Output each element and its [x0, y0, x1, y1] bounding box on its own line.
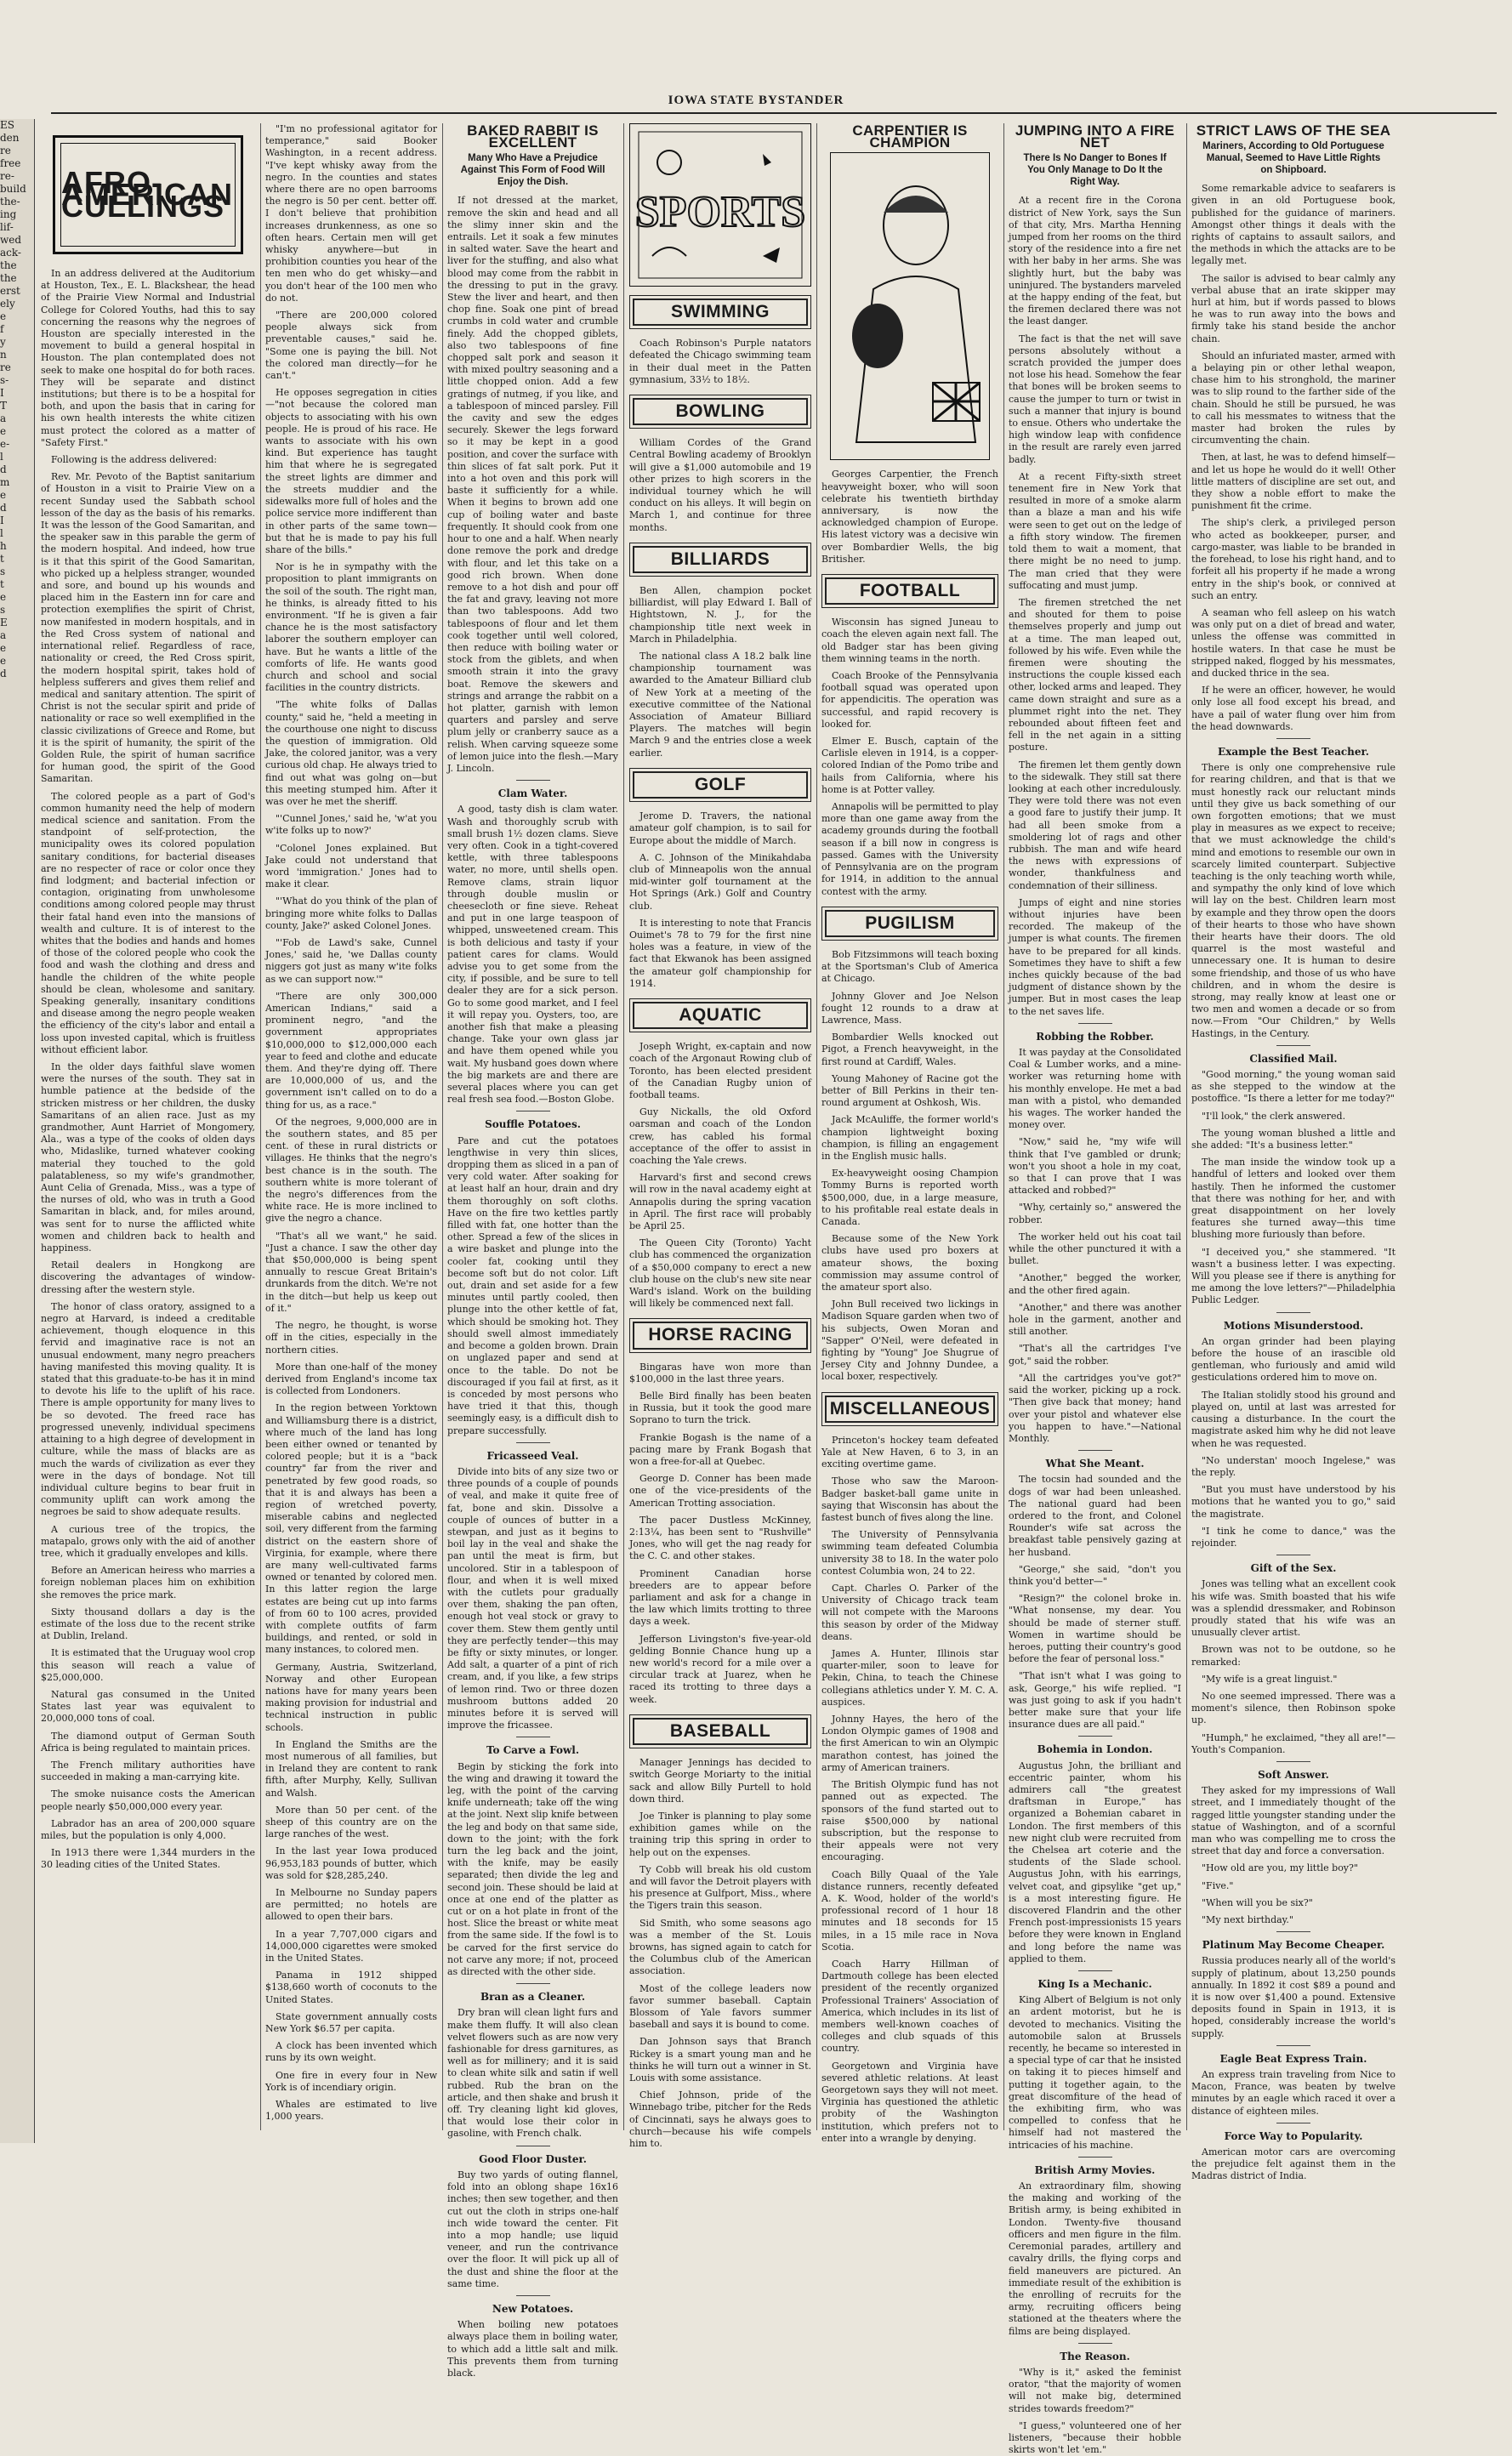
article-paragraph: Harvard's first and second crews will row in the naval academy eight at Annapolis during the spring vacation in April. The first race will probably be April 25. — [629, 1172, 811, 1231]
edge-fragment-text: the — [0, 272, 17, 284]
article-paragraph: Pare and cut the potatoes lengthwise in very thin slices, dropping them as sliced in a pan of very cold water. After soaking for at least half an hour, drain and dry them thoroughly on soft cloths. Have on the fire two kettles partly filled with fat, one hotter than the other. Spread a few of the slices in a wire basket and plunge into the cooler fat, cooking until they become soft but do not color. Lift out, drain and set aside for a few minutes until partly cooled, then plunge into the other kettle of fat, which should be smoking hot. They should swell almost immediately and become a golden brown. Drain on unglazed paper and send at once to the table. Do not be discouraged if you fail at first, as it is conceded by most persons who have tried it that this, though seemingly easy, is a difficult dish to prepare successfully. — [447, 1134, 618, 1436]
article-body — [447, 195, 618, 775]
column-afro-american — [41, 123, 255, 2130]
article-paragraph: Labrador has an area of 200,000 square miles, but the population is only 4,000. — [41, 1817, 255, 1841]
article-paragraph: The man inside the window took up a handful of letters and looked over them hastily. Then he informed the customer that there was nothing for her, and with great disappointment on her lovely features she turned away—this time blushing more furiously than before. — [1191, 1157, 1395, 1241]
edge-fragment-text: y — [0, 336, 6, 348]
article-paragraph: A curious tree of the tropics, the matapalo, grows only with the aid of another tree, which it gradually envelopes and kills. — [41, 1523, 255, 1559]
article-paragraph: "When will you be six?" — [1202, 1896, 1313, 1908]
article-paragraph: "There are only 300,000 American Indians," said a prominent negro, "and the government appropriates $10,000,000 to $12,000,000 each year to feed and clothe and educate them. And they're dying off. There are 10,000,000 of us, and the government isn't called on to do a thing for us, as a race." — [265, 990, 437, 1111]
column-rule — [816, 123, 817, 2130]
article-paragraph: Coach Harry Hillman of Dartmouth college has been elected president of the recently organized Professional Trainers' Association of America, which includes in its list of members well-known coaches of colleges and club squads of this country. — [821, 1958, 998, 2055]
article-paragraph: "Colonel Jones explained. But Jake could not understand that word 'immigration.' Jones had to make it clear. — [265, 842, 437, 890]
column-rule — [260, 123, 261, 2130]
edge-fragment-text: wed — [0, 234, 22, 246]
article-paragraph: "There are 200,000 colored people always sick from preventable causes," said he. "Some one is paying the bill. Not the colored man directly—for he can't." — [265, 310, 437, 382]
edge-fragment-text: e — [0, 489, 7, 501]
masthead: IOWA STATE BYSTANDER — [668, 94, 844, 107]
article-paragraph: In Melbourne no Sunday papers are permitted; no hotels are allowed to open their bars. — [265, 1887, 437, 1923]
edge-fragment-text: s- — [0, 374, 9, 386]
article-paragraph: Ben Allen, champion pocket billiardist, will play Edward I. Ball of Hightstown, N. J., for the championship title next week in March in Philadelphia. — [629, 585, 811, 645]
edge-fragment-text: d — [0, 502, 7, 514]
column-rabbit — [447, 122, 618, 2379]
edge-fragment-text: ack- — [0, 247, 21, 259]
section-divider — [1276, 1931, 1310, 1932]
section-heading-box — [821, 574, 998, 608]
article-paragraph: In the region between Yorktown and Williamsburg there is a district, where much of the land has long been either owned or tenanted by colored people; but it is a "back country" far from the river and penetrated by few good roads, so that it is and always has been a region of wretched poverty, miserable cabins and neglected soil, very different from the farming district on the eastern shore of Virginia, for example, where there are many well-cultivated farms owned or tenanted by colored men. In this latter region the large estates are being cut up into farms of from 60 to 100 acres, provided with complete outfits of farm buildings, and rented, or sold in many instances, to colored men. — [265, 1402, 437, 1656]
article-paragraph: John Bull received two lickings in Madison Square garden when two of his subjects, Owen Moran and "Sapper" O'Neil, were defeated in fighting by "Young" Joe Shugrue of Jersey City and Johnny Dundee, a local boxer, respectively. — [821, 1299, 998, 1383]
edge-fragment-text: re — [0, 145, 11, 156]
column-carpentier — [821, 122, 998, 2144]
edge-fragment-text: the- — [0, 196, 20, 208]
article-paragraph: The tocsin had sounded and the dogs of war had been unleashed. The national guard had been ordered to the front, and Colonel Rounder's wife sat across the breakfast table pensively gazing at her husband. — [1009, 1474, 1181, 1558]
article-headline: JUMPING INTO A FIRE NET — [1015, 122, 1175, 151]
afro-american-banner: AFRO-AMERICAN CULLINGS — [53, 135, 243, 254]
article-paragraph: Natural gas consumed in the United States last year was equivalent to 20,000,000 tons of coal. — [41, 1688, 255, 1725]
article-paragraph: Jack McAuliffe, the former world's champion lightweight boxing champion, is filling an engagement in the English music halls. — [821, 1114, 998, 1162]
article-paragraph: Whales are estimated to live 1,000 years. — [265, 2099, 437, 2123]
edge-fragment-text: d — [0, 668, 7, 679]
article-paragraph: Dan Johnson says that Branch Rickey is a smart young man and he thinks he will turn out a winner in St. Louis with some assistance. — [629, 2036, 811, 2084]
column-rule — [1003, 123, 1004, 2130]
article-paragraph: In an address delivered at the Auditorium at Houston, Tex., E. L. Blackshear, the head of the Prairie View Normal and Industrial College for Colored Youths, had this to say concerning the reasons why the negroes of Houston are specially interested in the movement to build a general hospital in Houston. The plan contemplated does not seek to make one hospital do for both races. They will be separate and distinct institutions; but there is to be a hospital for both, and upon the basis that in caring for his own health interests the white citizen must protect the colored as a matter of "Safety First." — [41, 268, 255, 448]
article-paragraph: "Another," begged the worker, and the other fired again. — [1009, 1272, 1181, 1296]
section-heading: BILLIARDS — [633, 546, 808, 573]
article-headline: STRICT LAWS OF THE SEA — [1196, 122, 1391, 139]
article-paragraph: Panama in 1912 shipped $138,660 worth of coconuts to the United States. — [265, 1970, 437, 2005]
edge-fragment-text: E — [0, 617, 8, 628]
article-paragraph: Of the negroes, 9,000,000 are in the southern states, and 85 per cent. of these in rural districts or villages. He thinks that the negro's best chance is in the south. The southern white is more tolerant of the negro's differences from the white race. He is more inclined to give the negro a chance. — [265, 1116, 437, 1225]
article-paragraph: The young woman blushed a little and she added: "It's a business letter." — [1191, 1127, 1395, 1151]
article-body — [1191, 183, 1395, 733]
section-heading: MISCELLANEOUS — [825, 1396, 995, 1423]
article-paragraph: "'What do you think of the plan of bringing more white folks to Dallas county, Jake?' asked Colonel Jones. — [265, 895, 437, 931]
article-paragraph: They asked for my impressions of Wall street, and I immediately thought of the ragged little youngster standing under the statue of Washington, and of a scornful man who was compelling me to cross the street that day and force a conversation. — [1191, 1785, 1395, 1857]
article-paragraph: Ex-heavyweight oosing Champion Tommy Burns is reported worth $500,000, due, in a large measure, to his profitable real estate deals in Canada. — [821, 1168, 998, 1227]
article-paragraph: An express train traveling from Nice to Macon, France, was beaten by twelve minutes by an eagle which raced it over a distance of eighteen miles. — [1191, 2069, 1395, 2117]
edge-fragment-text: ely — [0, 298, 15, 310]
edge-fragment-text: s — [0, 604, 6, 616]
section-divider — [516, 780, 550, 781]
edge-fragment-text: a — [0, 412, 7, 424]
section-heading: Platinum May Become Cheaper. — [1202, 1939, 1385, 1952]
article-paragraph: Russia produces nearly all of the world's supply of platinum, about 13,250 pounds annually. In 1892 it cost $89 a pound and it is now over $1,400 a pound. Extensive deposits found in Spain in 1913, it is hoped, considerably increase the world's supply. — [1191, 1955, 1395, 2039]
section-divider — [1078, 2343, 1112, 2344]
article-paragraph: Bingaras have won more than $100,000 in the last three years. — [629, 1361, 811, 1384]
article-headline: BAKED RABBIT IS EXCELLENT — [467, 122, 599, 151]
article-paragraph: Annapolis will be permitted to play more than one game away from the academy grounds during the football season if a bill now in congress is passed. Games with the University of Pennsylvania are on the program for 1914, in addition to the annual contest with the army. — [821, 801, 998, 897]
article-paragraph: Ty Cobb will break his old custom and will favor the Detroit players with his presence at Gulfport, Miss., where the Tigers train this season. — [629, 1863, 811, 1912]
article-paragraph: Retail dealers in Hongkong are discovering the advantages of window-dressing after the western style. — [41, 1259, 255, 1295]
article-paragraph: "How old are you, my little boy?" — [1202, 1862, 1358, 1874]
section-heading-box — [629, 543, 811, 577]
article-paragraph: "The white folks of Dallas county," said he, "held a meeting in the courthouse one night to discuss the question of immigration. Old Jake, the colored janitor, was a very curious old chap. He always tried to find out what was golng on—but this meeting stumped him. After it was over he met the sheriff. — [265, 699, 437, 807]
article-paragraph: Some remarkable advice to seafarers is given in an old Portuguese book, published for the guidance of mariners. Amongst other things it deals with the rights of captains to assault sailors, and the methods in which the attacks are to be legally met. — [1191, 183, 1395, 267]
article-body — [41, 268, 255, 1872]
article-paragraph: It is interesting to note that Francis Ouimet's 78 to 79 for the first nine holes was a feature, in view of the fact that Ekwanok has been assigned the amateur golf championship for 1914. — [629, 917, 811, 989]
article-paragraph: The national class A 18.2 balk line championship tournament was awarded to the Amateur Billiard club of New York at a meeting of the executive committee of the National Association of Amateur Billiard Players. The matches will begin March 9 and the entries close a week earlier. — [629, 651, 811, 759]
article-paragraph: The fact is that the net will save persons absolutely without a scratch provided the jumper does not lose his head. Somehow the fear that bones will be broken seems to cause the jumper to turn or twist in such a manner that injury is bound to ensue. Others who undertake the high window leap with confidence in the result are rarely even jarred badly. — [1009, 333, 1181, 465]
article-paragraph: Belle Bird finally has been beaten in Russia, but it took the good mare Soprano to turn the trick. — [629, 1390, 811, 1426]
section-divider — [1276, 1761, 1310, 1762]
article-paragraph: The ship's clerk, a privileged person who acted as bookkeeper, purser, and cargo-master, was liable to be branded in the forehead, to lose his right hand, and to forfeit all his property if he made a wrong entry in the ship's book, or connived at such an entry. — [1191, 517, 1395, 601]
article-paragraph: Georgetown and Virginia have severed athletic relations. At least Georgetown says they will not meet. Virginia has questioned the athletic probity of the Washington institution, which prefers not to enter into a wrangle by denying. — [821, 2060, 998, 2144]
section-heading: Good Floor Duster. — [479, 2152, 587, 2165]
edge-fragment-text: I — [0, 515, 4, 526]
section-divider — [1078, 1970, 1112, 1971]
section-heading: Bran as a Cleaner. — [480, 1991, 586, 2004]
edge-fragment-text: f — [0, 323, 4, 335]
article-paragraph: The worker held out his coat tail while the other punctured it with a bullet. — [1009, 1231, 1181, 1267]
edge-fragment-text: the — [0, 259, 17, 271]
article-paragraph: A good, tasty dish is clam water. Wash and thoroughly scrub with small brush 1½ dozen clams. Sieve very often. Cook in a tight-covered kettle, with three tablespoons water, no more, until shells open. Remove clams, strain liquor through double muslin or cheesecloth or fine sieve. Reheat and put in one large teaspoon of whipped, unsweetened cream. This is both delicious and tasty if your patient cares for clams. Would advise you to get some from the city, if possible, and be sure to tell dealer they are for a sick person. Go to some good market, and I feel it will repay you. Oysters, too, are another fish that make a pleasing change. Take your own glass jar and have them opened while you wait. My husband goes down where the big markets are and there are several places where you can get real fresh sea food.—Boston Globe. — [447, 804, 618, 1106]
edge-fragment-text: e- — [0, 438, 10, 450]
edge-fragment-text: re — [0, 361, 11, 373]
article-paragraph: Jumps of eight and nine stories without injuries have been recorded. The makeup of the jumper is what counts. The firemen have to be prepared for all kinds. Sometimes they have to shift a few inches quickly because of the bad judgment of distance shown by the jumper. But in most cases the leap to the net saves life. — [1009, 896, 1181, 1017]
article-paragraph: "'Fob de Lawd's sake, Cunnel Jones,' said he, 'we Dallas county niggers got just as many w'ite folks as we can support now.'" — [265, 937, 437, 985]
section-heading-box — [629, 295, 811, 329]
article-paragraph: The colored people as a part of God's common humanity need the help of modern medical science and sanitation. From the standpoint of self-protection, the municipality owes its colored population sanitary conditions, for bacterial diseases are no respecter of race or color once they find lodgment; and bacterial infection or contagion, originating from unwholesome conditions among colored people may thrust their fatal hand even into the mansions of wealth and culture. It is of interest to the whites that the bodies and hands and homes of those of the colored people who cook the food and wash the clothing and dress and handle the children of the white people should be clean, wholesome and sanitary. Speaking generally, insanitary conditions and disease among the negro people weaken the efficiency of the city's labor and entail a loss upon invested capital, which is fruitless without efficient labor. — [41, 790, 255, 1055]
article-paragraph: Bob Fitzsimmons will teach boxing at the Sportsman's Club of America at Chicago. — [821, 948, 998, 985]
article-paragraph: Divide into bits of any size two or three pounds of a couple of pounds of veal, and make it quite free of fat, bone and skin. Dissolve a couple of ounces of butter in a stewpan, and just as it begins to boil lay in the veal and shake the pan until the meat is firm, but uncolored. Stir in a tablespoon of flour, and when it is well mixed with the cutlets pour gradually over them, shaking the pan often, enough hot veal stock or gravy to cover them. Stew them gently until they are perfectly tender—this may be fifty or sixty minutes, or longer. Add salt, a quarter of a pint of rich cream, and, if you like, a few strips of lemon rind. Two or three dozen mushroom buttons added 20 minutes before it is served will improve the fricassee. — [447, 1465, 618, 1731]
article-paragraph: Sid Smith, who some seasons ago was a member of the St. Louis browns, has signed again to catch for the Columbus club of the American association. — [629, 1917, 811, 1977]
edge-fragment-text: e — [0, 591, 7, 603]
section-divider — [516, 1983, 550, 1984]
column-rule — [623, 123, 624, 2130]
article-paragraph: Frankie Bogash is the name of a pacing mare by Frank Bogash that won a free-for-all at Quebec. — [629, 1431, 811, 1468]
article-paragraph: Those who saw the Maroon-Badger basket-ball game unite in saying that Wisconsin has about the fastest bunch of fives along the line. — [821, 1475, 998, 1524]
section-heading: Classified Mail. — [1249, 1052, 1338, 1065]
article-paragraph: An extraordinary film, showing the making and working of the British army, is being exhibited in London. Twenty-five thousand officers and men figure in the film. Ceremonial parades, artillery and cavalry drills, the flying corps and field maneuvers are pictured. An immediate result of the exhibition is the enrolling of recruits for the army, recruiting officers being stationed at the theaters where the films are being displayed. — [1009, 2180, 1181, 2337]
edge-fragment-text: l — [0, 451, 3, 463]
section-heading: Souffle Potatoes. — [485, 1118, 581, 1131]
section-heading: What She Meant. — [1045, 1458, 1145, 1470]
section-divider — [516, 1442, 550, 1443]
section-heading: New Potatoes. — [492, 2302, 574, 2315]
column-laws-of-sea — [1191, 122, 1395, 2182]
article-paragraph: "But you must have understood by his motions that he wanted you to go," said the magistrate. — [1191, 1484, 1395, 1520]
section-heading-box — [629, 395, 811, 429]
article-paragraph: When boiling new potatoes always place them in boiling water, to which add a little salt and milk. This prevents them from turning black. — [447, 2319, 618, 2379]
section-heading: Force Way to Popularity. — [1224, 2129, 1363, 2142]
article-paragraph: Guy Nickalls, the old Oxford oarsman and coach of the London crew, has cabled his formal acceptance of the offer to assist in coaching the Yale crews. — [629, 1106, 811, 1166]
article-paragraph: If not dressed at the market, remove the skin and head and all the slimy inner skin and the entrails. Let it soak a few minutes in salted water. Save the heart and liver for the stuffing, and also what blood may come from the rabbit in the dressing to put in the gravy. Stew the liver and heart, and then chop fine. Soak one pint of bread crumbs in cold water and crumble finely. Add the chopped giblets, also two tablespoons of fine chopped salt pork and season it with mixed poultry seasoning and a little chopped onion. Add a few gratings of nutmeg, if you like, and a tablespoon of minced parsley. Fill the cavity and sew the edges securely. Skewer the legs forward so it may be kept in a good position, and cover the surface with thin slices of fat salt pork. Put it into a hot oven and this pork will baste it sufficiently for a while. When it begins to brown add one cup of boiling water and baste frequently. It should cook from one hour to one and a half. When nearly done remove the pork and dredge with flour, and let this take on a good rich brown. When done remove to a hot dish and pour off the fat and gravy, leaving not more than two tablespoons. Add two tablespoons of flour and let them cook together until well colored, then reduce with boiling water or stock from the giblets, and when smooth strain it into the gravy boat. Remove the skewers and strings and arrange the rabbit on a hot platter, garnish with lemon quarters and parsley and serve plum jelly or cranberry sauce as a relish. When carving squeeze some of lemon juice into the flesh.—Mary J. Lincoln. — [447, 195, 618, 774]
article-paragraph: "That's all we want," he said. "Just a chance. I saw the other day that $50,000,000 is being spent annually to rescue Great Britain's drunkards from the ditch. We're not in the ditch—but help us keep out of it." — [265, 1230, 437, 1314]
article-deck: Mariners, According to Old Portuguese Manual, Seemed to Have Little Rights on Shipboard. — [1202, 141, 1384, 176]
article-paragraph: "All the cartridges you've got?" said the worker, picking up a rock. "Then give back that money; hand over your pistol and whatever else you happen to have."—National Monthly. — [1009, 1372, 1181, 1444]
article-paragraph: Buy two yards of outing flannel, fold into an oblong shape 16x16 inches; then sew together, and then cut out the cloth in strips one-half inch wide toward the center. Fit into a mop handle; use liquid veneer, and run the contrivance over the floor. It will pick up all of the dust and shine the floor at the same time. — [447, 2169, 618, 2289]
section-heading: FOOTBALL — [825, 577, 995, 605]
article-paragraph: The University of Pennsylvania swimming team defeated Columbia university 38 to 18. In the water polo contest Columbia won, 24 to 22. — [821, 1529, 998, 1577]
section-heading-box — [821, 1392, 998, 1426]
section-divider — [1276, 1312, 1310, 1313]
article-paragraph: The diamond output of German South Africa is being regulated to maintain prices. — [41, 1730, 255, 1754]
article-paragraph: Wisconsin has signed Juneau to coach the eleven again next fall. The old Badger star has been giving them winning teams in the north. — [821, 617, 998, 664]
edge-fragment-text: e — [0, 655, 7, 667]
recipe-sections — [447, 780, 618, 2379]
article-paragraph: The negro, he thought, is worse off in the cities, especially in the northern cities. — [265, 1320, 437, 1356]
column-rule — [1186, 123, 1187, 2130]
article-paragraph: "I tink he come to dance," was the rejoinder. — [1191, 1525, 1395, 1549]
column-washington — [265, 123, 437, 2130]
article-paragraph: Young Mahoney of Racine got the better of Bill Perkins in their ten-round argument at Oshkosh, Wis. — [821, 1072, 998, 1109]
article-paragraph: A. C. Johnson of the Minikahdaba club of Minneapolis won the annual mid-winter golf tournament at the Hot Springs (Ark.) Golf and Country club. — [629, 851, 811, 912]
article-paragraph: More than one-half of the money derived from England's income tax is collected from Londoners. — [265, 1361, 437, 1397]
section-heading: Bohemia in London. — [1037, 1743, 1153, 1756]
article-paragraph: One fire in every four in New York is of incendiary origin. — [265, 2069, 437, 2093]
section-heading-box — [629, 1714, 811, 1748]
article-paragraph: The smoke nuisance costs the American people nearly $50,000,000 every year. — [41, 1788, 255, 1812]
article-paragraph: It is estimated that the Uruguay wool crop this season will reach a value of $25,000,000. — [41, 1647, 255, 1683]
article-headline: CARPENTIER IS CHAMPION — [852, 122, 968, 151]
article-paragraph: Nor is he in sympathy with the proposition to plant immigrants on the soil of the south. The right man, he thinks, is already fitted to his environment. "If he is given a fair chance he is the most satisfactory laborer the southern employer can have. But he wants a little of the comforts of life. He wants good church and school and social facilities in the country districts. — [265, 561, 437, 694]
edge-fragment-text: e — [0, 425, 7, 437]
article-paragraph: Coach Robinson's Purple natators defeated the Chicago swimming team in their dual meet in the Patten gymnasium, 33½ to 18½. — [629, 338, 811, 385]
article-paragraph: "I deceived you," she stammered. "It wasn't a business letter. I was expecting. Will you please see if there is anything for me among the love letters?"—Philadelphia Public Ledger. — [1191, 1246, 1395, 1306]
article-paragraph: Rev. Mr. Pevoto of the Baptist sanitarium of Houston in a visit to Prairie View on a recent Sunday used the Sabbath school lesson of the day as the basis of his remarks. It was the lesson of the Good Samaritan, and the speaker saw in this parable the germ of the modern hospital. And indeed, how true is it that this spirit of the Good Samaritan, who picked up a helpless stranger, wounded and sore, and bound up his wounds and placed him in the Eastern inn for care and protection exemplifies the spirit of Christ, now manifested in modern hospitals, and in the Red Cross system of national and international relief. Regardless of race, nationality or creed, the Red Cross spirit, the modern hospital spirit, takes hold of helpless sufferers and gives them relief and medical and sanitary attention. The spirit of Christ is not the secular spirit and pride of nationality or race so well exemplified in the classic civilizations of Greece and Rome, but it is the spirit of humanity, the spirit of the Golden Rule, the spirit of human sacrifice for human good, the spirit of the Good Samaritan. — [41, 471, 255, 785]
article-paragraph: The firemen stretched the net and shouted for them to poise themselves properly and jump out at a time. The man leaped out, followed by his wife. Even while the firemen were shouting the instructions the couple kissed each other, locked arms and leaped. They came down straight and sure as a plummet right into the net. They rebounded about fifteen feet and fell in the net again in a sitting posture. — [1009, 596, 1181, 753]
article-paragraph: In 1913 there were 1,344 murders in the 30 leading cities of the United States. — [41, 1847, 255, 1871]
article-body — [1009, 195, 1181, 1017]
column-sports — [629, 123, 811, 2149]
edge-fragment-text: s — [0, 566, 6, 577]
article-paragraph: "No understan' mooch Ingelese," was the reply. — [1191, 1454, 1395, 1478]
section-heading: Example the Best Teacher. — [1218, 745, 1369, 758]
article-paragraph: In a year 7,707,000 cigars and 14,000,000 cigarettes were smoked in the United States. — [265, 1928, 437, 1964]
column-rule — [442, 123, 443, 2130]
article-deck: There Is No Danger to Bones If You Only Manage to Do It the Right Way. — [1023, 153, 1167, 188]
article-paragraph: "Why, certainly so," answered the robber. — [1009, 1202, 1181, 1225]
section-heading: Eagle Beat Express Train. — [1219, 2052, 1367, 2065]
article-paragraph: Coach Billy Quaal of the Yale distance runners, recently defeated A. K. Wood, holder of the world's professional record of 1 hour 18 minutes and 18 seconds for 15 miles, in a 15 mile race in Nova Scotia. — [821, 1868, 998, 1953]
section-heading: Fricasseed Veal. — [486, 1449, 579, 1462]
article-paragraph: It was payday at the Consolidated Coal & Lumber works, and a mine-worker was returning home with his monthly envelope. He met a bad man with a pistol, who demanded his wages. The worker handed the money over. — [1009, 1047, 1181, 1131]
article-paragraph: William Cordes of the Grand Central Bowling academy of Brooklyn will give a $1,000 automobile and 19 other prizes to high scorers in the individual tourney which he will conduct on his alleys. It will begin on March 1, and continue for three months. — [629, 437, 811, 533]
section-heading: To Carve a Fowl. — [486, 1744, 580, 1757]
edge-fragment-text: l — [0, 527, 3, 539]
edge-fragment-text: den — [0, 132, 20, 144]
section-divider — [1276, 738, 1310, 739]
article-paragraph: The British Olympic fund has not panned out as expected. The sponsors of the fund started out to raise $500,000 by national subscription, but the response to their appeals were not very encouraging. — [821, 1779, 998, 1863]
article-paragraph: At a recent fire in the Corona district of New York, says the Sun of that city, Mrs. Martha Henning jumped from her rooms on the third story of the residence into a fire net with her baby in her arms. She was slightly hurt, but the baby was uninjured. The bystanders marveled at the happy ending of the feat, but the firemen declared there was not the least danger. — [1009, 195, 1181, 327]
article-paragraph: "Humph," he exclaimed, "they all are!"—Youth's Companion. — [1191, 1731, 1395, 1755]
section-heading: British Army Movies. — [1034, 2163, 1156, 2176]
article-paragraph: Elmer E. Busch, captain of the Carlisle eleven in 1914, is a copper-colored Indian of the Pomo tribe and hails from California, where his home is at Potter valley. — [821, 736, 998, 795]
boxer-illustration — [831, 153, 989, 458]
article-paragraph: Following is the address delivered: — [51, 454, 218, 466]
sports-logo — [629, 123, 811, 287]
article-paragraph: No one seemed impressed. There was a moment's silence, then Robinson spoke up. — [1191, 1690, 1395, 1726]
edge-fragment-text: T — [0, 400, 8, 412]
article-paragraph: The pacer Dustless McKinney, 2:13¼, has been sent to "Rushville" Jones, who will get the nag ready for the C. C. and other stakes. — [629, 1514, 811, 1562]
section-heading-box — [629, 768, 811, 802]
section-heading-box — [629, 998, 811, 1032]
article-paragraph: The Queen City (Toronto) Yacht club has commenced the organization of a $50,000 company to erect a new club house on the club's new site near Ward's island. Work on the building will likely be commenced next fall. — [629, 1237, 811, 1310]
boxer-portrait — [830, 152, 990, 460]
article-deck: Many Who Have a Prejudice Against This Form of Food Will Enjoy the Dish. — [460, 153, 605, 188]
article-paragraph: Because some of the New York clubs have used pro boxers at amateur shows, the boxing commission may assume control of the amateur sport also. — [821, 1233, 998, 1293]
short-items — [1191, 738, 1395, 2183]
article-paragraph: "George," she said, "don't you think you'd better—" — [1009, 1563, 1181, 1587]
article-paragraph: Johnny Hayes, the hero of the London Olympic games of 1908 and the first American to win an Olympic marathon contest, has joined the army of American trainers. — [821, 1714, 998, 1773]
section-heading: Soft Answer. — [1258, 1768, 1329, 1781]
article-paragraph: In England the Smiths are the most numerous of all families, but in Ireland they are content to rank fifth, after Murphy, Kelly, Sullivan and Walsh. — [265, 1738, 437, 1799]
article-paragraph: Joseph Wright, ex-captain and now coach of the Argonaut Rowing club of Toronto, has been elected president of the Canadian Rugby union of football teams. — [629, 1041, 811, 1100]
article-paragraph: Jefferson Livingston's five-year-old gelding Bonnie Chance hung up a new world's record for a mile over a circular track at Juarez, when he raced its trotting to three days a week. — [629, 1633, 811, 1705]
sports-sections-continued — [821, 574, 998, 2145]
article-paragraph: Chief Johnson, pride of the Winnebago tribe, pitcher for the Reds of Cincinnati, says he always goes to church—because his wife compels him to. — [629, 2089, 811, 2149]
edge-fragment-text: build — [0, 183, 26, 195]
edge-fragment-text: lif- — [0, 221, 14, 233]
masthead-rule — [51, 112, 1497, 114]
article-paragraph: Dry bran will clean light furs and make them fluffy. It will also clean velvet flowers such as are now very fashionable for dress garnitures, as well as for millinery; and it is said to clean white silk and satin if well rubbed. Rub the bran on the article, and then shake and brush it off. Try cleaning light kid gloves, that would lose their color in gasoline, with French chalk. — [447, 2007, 618, 2140]
section-divider — [1078, 1736, 1112, 1737]
short-items — [1009, 1023, 1181, 2456]
article-paragraph: Then, at last, he was to defend himself—and let us hope he would do it well! Other little matters of discipline are set out, and they show a noble effort to make the punishment fit the crime. — [1191, 452, 1395, 512]
article-paragraph: James A. Hunter, Illinois star quarter-miler, soon to leave for Pekin, China, to teach the Chinese collegians athletics under Y. M. C. A. auspices. — [821, 1648, 998, 1708]
article-paragraph: More than 50 per cent. of the sheep of this country are on the large ranches of the west. — [265, 1804, 437, 1840]
article-paragraph: Johnny Glover and Joe Nelson fought 12 rounds to a draw at Lawrence, Mass. — [821, 990, 998, 1026]
edge-fragment-text: ing — [0, 208, 17, 220]
article-paragraph: King Albert of Belgium is not only an ardent motorist, but he is devoted to mechanics. Visiting the automobile salon at Brussels recently, he became so interested in a special type of car that he insisted on taking it to pieces himself and putting it together again, to the great discomfiture of the head of the exhibiting firm, who was compelled to confess that he himself had not mastered the intricacies of his machine. — [1009, 1994, 1181, 2151]
photo-caption: Georges Carpentier, the French heavyweight boxer, who will soon celebrate his twentieth birthday anniversary, is now the acknowledged champion of Europe. His latest victory was a decisive win over Bombardier Wells, the big Britisher. — [821, 469, 998, 565]
article-paragraph: There is only one comprehensive rule for rearing children, and that is that we must honestly rack our reluctant minds until they give us back something of our own forgotten emotions; that we must play in measures as we expect to receive; that we must acknowledge the child's mind and emotions to resemble our own in scarcely limited counterpart. Subjective teaching is the only teaching worth while, and sympathy the only kind of love which will lay on the best. Children learn most by example and they throw open the doors of their hearts to those who have shown their hearts have their doors. The old quarrel is the most wasteful and unnecessary one. It is human to desire some friendship, and those of us who have children, and in whom the desire is strong, may really know at least one or two men and women a decade or so from now.—From "Our Children," by Wells Hastings, in the Century. — [1191, 762, 1395, 1039]
article-paragraph: In the last year Iowa produced 96,953,183 pounds of butter, which was sold for $28,285,240. — [265, 1845, 437, 1881]
section-heading: HORSE RACING — [633, 1322, 808, 1349]
article-paragraph: A clock has been invented which runs by its own weight. — [265, 2040, 437, 2064]
section-divider — [1078, 1023, 1112, 1024]
edge-fragment-text: I — [0, 387, 4, 399]
edge-fragment-text: t — [0, 578, 4, 590]
edge-fragment-text: m — [0, 476, 10, 488]
section-heading: King Is a Mechanic. — [1037, 1978, 1152, 1991]
article-paragraph: Bombardier Wells knocked out Pigot, a French heavyweight, in the first round at Cardiff, Wales. — [821, 1032, 998, 1067]
left-edge-fragment — [0, 119, 35, 2143]
column-fire-net — [1009, 122, 1181, 2456]
article-paragraph: "That isn't what I was going to ask, George," his wife replied. "I was just going to ask if you hadn't better make sure that your life insurance dues are all paid." — [1009, 1670, 1181, 1731]
article-paragraph: State government annually costs New York $6.57 per capita. — [265, 2010, 437, 2035]
article-paragraph: Jones was telling what an excellent cook his wife was. Smith boasted that his wife was a splendid dressmaker, and Robinson proudly stated that his wife was an unusually clever artist. — [1191, 1578, 1395, 1639]
edge-fragment-text: a — [0, 629, 7, 641]
article-paragraph: "'Cunnel Jones,' said he, 'w'at you w'ite folks up to now?' — [265, 813, 437, 837]
article-paragraph: Jerome D. Travers, the national amateur golf champion, is to sail for Europe about the middle of March. — [629, 810, 811, 846]
edge-fragment-text: h — [0, 540, 7, 552]
section-heading: BOWLING — [633, 398, 808, 425]
section-heading: GOLF — [633, 771, 808, 799]
section-heading-box — [629, 1318, 811, 1352]
article-paragraph: Joe Tinker is planning to play some exhibition games while on the training trip this spring in order to help out on the expenses. — [629, 1810, 811, 1858]
article-paragraph: "I'm no professional agitator for temperance," said Booker Washington, in a recent address. "I've kept whisky away from the negro. In the counties and states where there are no open barrooms the negro is 50 per cent. better off. I don't believe that prohibition increases drunkenness, as one so often hears. Certain men will get whisky anywhere—but in prohibition counties you hear of the ten men who do get whisky—and you don't hear of the 100 men who do not. — [265, 123, 437, 304]
article-paragraph: The French military authorities have succeeded in making a man-carrying kite. — [41, 1759, 255, 1783]
article-paragraph: Prominent Canadian horse breeders are to appear before parliament and ask for a change in the law which limits trotting to three days a week. — [629, 1567, 811, 1628]
section-heading: Clam Water. — [497, 787, 568, 800]
article-paragraph: American motor cars are overcoming the prejudice felt against them in the Madras district of India. — [1191, 2146, 1395, 2182]
article-paragraph: In the older days faithful slave women were the nurses of the south. They sat in humble patience at the bedside of the stricken mistress or her children, the dusky Samaritans of an alien race. Just as my grandmother, Aunt Harriet of Mongomery, Ala., was a type of the cooks of olden days who, Midaslike, turned whatever cooking material they touched to the gold palatableness, so my wife's grandmother, Aunt Celia of Grenada, Miss., was a type of the nurses of old, who was in truth a Good Samaritan in black, and, for miles around, was sent for to nurse the afflicted white women and children back to health and happiness. — [41, 1061, 255, 1254]
edge-fragment-text: e — [0, 310, 7, 322]
section-divider — [1078, 2157, 1112, 2158]
article-paragraph: The Italian stolidly stood his ground and played on, until at last was arrested for causing a disturbance. In the court the magistrate asked him why he did not leave when he was requested. — [1191, 1389, 1395, 1449]
article-paragraph: Begin by sticking the fork into the wing and drawing it toward the leg, with the point of the carving knife underneath; take off the wing at the joint. Next slip knife between the leg and body on that same side, down to the joint; with the fork turn the leg back and the joint, with the knife, may be easily separated; then divide the leg and second join. These should be laid at once at one end of the platter as cut or on a hot plate in front of the host. Slice the breast or white meat from the same side. If the fowl is to be carved for the first service do not carve any more; if not, proceed as directed with the other side. — [447, 1760, 618, 1978]
section-heading: BASEBALL — [633, 1718, 808, 1745]
article-paragraph: Germany, Austria, Switzerland, Norway and other European nations have for many years been making provision for industrial and technical instruction in public schools. — [265, 1661, 437, 1733]
section-heading: AQUATIC — [633, 1002, 808, 1029]
edge-fragment-text: erst — [0, 285, 20, 297]
article-paragraph: "My next birthday." — [1202, 1914, 1293, 1925]
article-body — [265, 123, 437, 2123]
article-paragraph: The sailor is advised to bear calmly any verbal abuse that an irate skipper may hurl at him, but if words passed to blows he was to run away into the bows and firmly take his stand beside the anchor chain. — [1191, 272, 1395, 344]
section-heading: Gift of the Sex. — [1250, 1562, 1337, 1575]
section-heading: Motions Misunderstood. — [1223, 1319, 1364, 1332]
article-paragraph: "I guess," volunteered one of her listeners, "because their hobble skirts won't let 'em." — [1009, 2419, 1181, 2456]
article-paragraph: At a recent Fifty-sixth street tenement fire in New York that resulted in more of a smoke alarm than a blaze a man and his wife were seen to get out on the ledge of a fifth story window. The firemen told them to wait a moment, that there might be no need to jump. The man cried that they were suffocating and must jump. — [1009, 470, 1181, 591]
section-heading: The Reason. — [1060, 2350, 1130, 2362]
article-paragraph: He opposes segregation in cities—"not because the colored man objects to associating with his own people. He is proud of his race. He wants to associate with his own kind. But experience has taught him that where he is segregated the street lights are dimmer and the streets muddier and the sidewalks more full of holes and the police service more indifferent than in other parts of the same town—but that he is made to pay his full share of the bills." — [265, 387, 437, 555]
article-paragraph: "That's all the cartridges I've got," said the robber. — [1009, 1343, 1181, 1367]
article-paragraph: George D. Conner has been made one of the vice-presidents of the American Trotting association. — [629, 1473, 811, 1509]
sports-logo-text: SPORTS — [634, 188, 806, 236]
section-heading: PUGILISM — [825, 910, 995, 937]
section-divider — [1078, 1450, 1112, 1451]
article-paragraph: Before an American heiress who marries a foreign nobleman places him on exhibition she removes the price mark. — [41, 1565, 255, 1600]
section-divider — [1276, 1045, 1310, 1046]
article-paragraph: A seaman who fell asleep on his watch was only put on a diet of bread and water, unless the offense was committed in hostile waters. In that case he must be stripped naked, flogged by his messmates, and ducked thrice in the sea. — [1191, 606, 1395, 679]
edge-fragment-text: t — [0, 553, 4, 565]
article-paragraph: "Another," and there was another hole in the garment, another and still another. — [1009, 1301, 1181, 1338]
section-heading-box — [821, 907, 998, 941]
article-paragraph: "Good morning," the young woman said as she stepped to the window at the postoffice. "Is there a letter for me today?" — [1191, 1069, 1395, 1105]
article-paragraph: The firemen let them gently down to the sidewalk. They still sat there looking at each other incredulously. They were told there was not even a good fare to justify their jump. It had all been smoke from a smoldering lot of rags and other rubbish. The man and wife heard the news with expressions of wonder, thankfulness and condemnation of their silliness. — [1009, 759, 1181, 891]
edge-fragment-text: free — [0, 157, 21, 169]
section-heading: SWIMMING — [633, 298, 808, 326]
article-paragraph: Brown was not to be outdone, so he remarked: — [1191, 1644, 1395, 1668]
edge-fragment-text: ES — [0, 119, 14, 131]
section-heading: Robbing the Robber. — [1036, 1030, 1154, 1043]
article-paragraph: "Resign?" the colonel broke in. "What nonsense, my dear. You should be made of sterner stuff. Women in wartime should be heroes, putting their country's good before the fear of personal loss." — [1009, 1593, 1181, 1665]
article-paragraph: "I'll look," the clerk answered. — [1202, 1110, 1346, 1122]
article-paragraph: Manager Jennings has decided to switch George Moriarty to the initial sack and allow Billy Purtell to hold down third. — [629, 1757, 811, 1805]
article-paragraph: If he were an officer, however, he would only lose all food except his bread, and have a pail of water flung over him from the head downwards. — [1191, 685, 1395, 732]
article-paragraph: "Five." — [1202, 1879, 1234, 1891]
edge-fragment-text: e — [0, 642, 7, 654]
article-paragraph: Princeton's hockey team defeated Yale at New Haven, 6 to 3, in an exciting overtime game. — [821, 1434, 998, 1470]
sports-sections — [629, 295, 811, 2150]
article-paragraph: "Why is it," asked the feminist orator, "that the majority of women will not make big, determined strides towards freedom?" — [1009, 2366, 1181, 2414]
article-paragraph: An organ grinder had been playing before the house of an irascible old gentleman, who furiously and amid wild gesticulations ordered him to move on. — [1191, 1335, 1395, 1384]
section-divider — [1276, 2045, 1310, 2046]
edge-fragment-text: re- — [0, 170, 14, 182]
sports-logo-art — [635, 128, 805, 281]
article-paragraph: Augustus John, the brilliant and eccentric painter, whom his admirers call "the greatest draftsman in Europe," has organized a Bohemian cabaret in London. The first members of this new night club were recruited from the Chelsea art coterie and the students of the Slade school. Augustus John, with his earrings, velvet coat, and gipsylike "get up," is a most interesting figure. He discovered Flandrin and the other French post-impressionists 15 years before they were known in England and long before the name was applied to them. — [1009, 1760, 1181, 1964]
article-paragraph: "Now," said he, "my wife will think that I've gambled or drunk; won't you shoot a hole in my coat, so that I can prove that I was attacked and robbed?" — [1009, 1136, 1181, 1197]
article-paragraph: Should an infuriated master, armed with a belaying pin or other lethal weapon, chase him to his stronghold, the mariner was to slip round to the farther side of the chain. Should he still be pursued, he was to call his messmates to witness that the master had broken the rules by circumventing the chain. — [1191, 350, 1395, 446]
article-paragraph: "My wife is a great linguist." — [1202, 1673, 1338, 1685]
edge-fragment-text: d — [0, 463, 7, 475]
article-paragraph: Coach Brooke of the Pennsylvania football squad was operated upon for appendicitis. The operation was successful, and rapid recovery is looked for. — [821, 670, 998, 730]
article-paragraph: Capt. Charles O. Parker of the University of Chicago track team will not compete with the Maroons this season by order of the Midway deans. — [821, 1583, 998, 1642]
edge-fragment-text: n — [0, 349, 7, 361]
article-paragraph: Sixty thousand dollars a day is the estimate of the loss due to the recent strike at Dublin, Ireland. — [41, 1606, 255, 1642]
article-paragraph: The honor of class oratory, assigned to a negro at Harvard, is indeed a creditable achievement, though eloquence in this fervid and imaginative race is not an unusual endowment, many negro preachers having manifested this moving quality. It is stated that this graduate-to-be has it in mind to devote his life to the uplift of his race. There is ample opportunity for many lives to be so devoted. The freed race has progressed unevenly, individual specimens attaining to a high degree of development in culture, while the mass of blacks are as much the wards of civilization as ever they were in the days of bondage. Not till individual culture begins to bear fruit in community uplift can work among the negroes be said to show adequate results. — [41, 1300, 255, 1518]
section-divider — [516, 2295, 550, 2296]
article-paragraph: Most of the college leaders now favor summer baseball. Captain Blossom of Yale favors summer baseball and says it is bound to come. — [629, 1982, 811, 2031]
